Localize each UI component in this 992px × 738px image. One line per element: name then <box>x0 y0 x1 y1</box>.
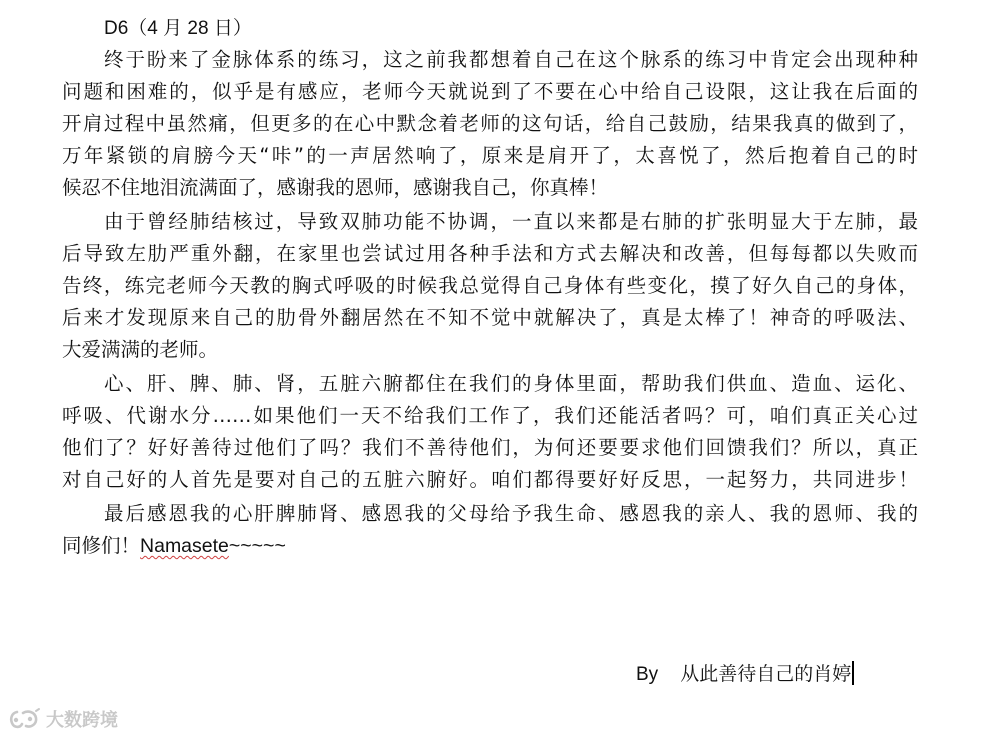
spellcheck-word: Namasete <box>140 535 229 557</box>
paragraph-4-line-2 <box>62 530 918 562</box>
text-cursor <box>852 661 854 685</box>
paragraph-2-line-5: 大爱满满的老师。 <box>62 338 219 361</box>
paragraph-1-line-3: 开肩过程中虽然痛，但更多的在心中默念着老师的这句话，给自己鼓励，结果我真的做到了， <box>62 112 918 135</box>
paragraph-3-line-2: 呼吸、代谢水分……如果他们一天不给我们工作了，我们还能活者吗？可，咱们真正关心过 <box>62 404 918 427</box>
entry-heading: D6（4 月 28 日） <box>104 18 252 39</box>
paragraph-2-line-2: 后导致左肋严重外翻，在家里也尝试过用各种手法和方式去解决和改善，但每每都以失败而 <box>62 242 918 265</box>
paragraph-3-line-4: 对自己好的人首先是要对自己的五脏六腑好。咱们都得要好好反思，一起努力，共同进步！ <box>62 468 918 491</box>
signature-by: By <box>636 664 659 685</box>
paragraph-3-line-3: 他们了？好好善待过他们了吗？我们不善待他们，为何还要要求他们回馈我们？所以，真正 <box>62 436 918 459</box>
signature-name: 从此善待自己的肖婷 <box>680 663 852 685</box>
paragraph-4-prefix: 同修们！ <box>62 534 141 557</box>
paragraph-2-line-3: 告终，练完老师今天教的胸式呼吸的时候我总觉得自己身体有些变化，摸了好久自己的身体， <box>62 274 918 297</box>
paragraph-1-line-5: 候忍不住地泪流满面了，感谢我的恩师，感谢我自己，你真棒！ <box>62 176 609 199</box>
paragraph-1-line-1: 终于盼来了金脉体系的练习，这之前我都想着自己在这个脉系的练习中肯定会出现种种 <box>104 48 918 71</box>
tilde-suffix: ~~~~~ <box>228 535 286 557</box>
paragraph-1-line-4: 万年紧锁的肩膀今天“咔”的一声居然响了，原来是肩开了，太喜悦了，然后抱着自己的时 <box>62 144 918 167</box>
paragraph-2-line-1: 由于曾经肺结核过，导致双肺功能不协调，一直以来都是右肺的扩张明显大于左肺，最 <box>104 210 918 233</box>
paragraph-1-line-2: 问题和困难的，似乎是有感应，老师今天就说到了不要在心中给自己设限，这让我在后面的 <box>62 80 918 103</box>
watermark-text: 大数跨境 <box>46 710 118 731</box>
paragraph-4-line-1: 最后感恩我的心肝脾肺肾、感恩我的父母给予我生命、感恩我的亲人、我的恩师、我的 <box>104 502 918 525</box>
watermark <box>8 706 118 732</box>
paragraph-2-line-4: 后来才发现原来自己的肋骨外翻居然在不知不觉中就解决了，真是太棒了！神奇的呼吸法、 <box>62 306 918 329</box>
signature <box>636 658 854 691</box>
paragraph-3-line-1: 心、肝、脾、肺、肾，五脏六腑都住在我们的身体里面，帮助我们供血、造血、运化、 <box>104 372 918 395</box>
watermark-logo-icon <box>8 707 42 731</box>
